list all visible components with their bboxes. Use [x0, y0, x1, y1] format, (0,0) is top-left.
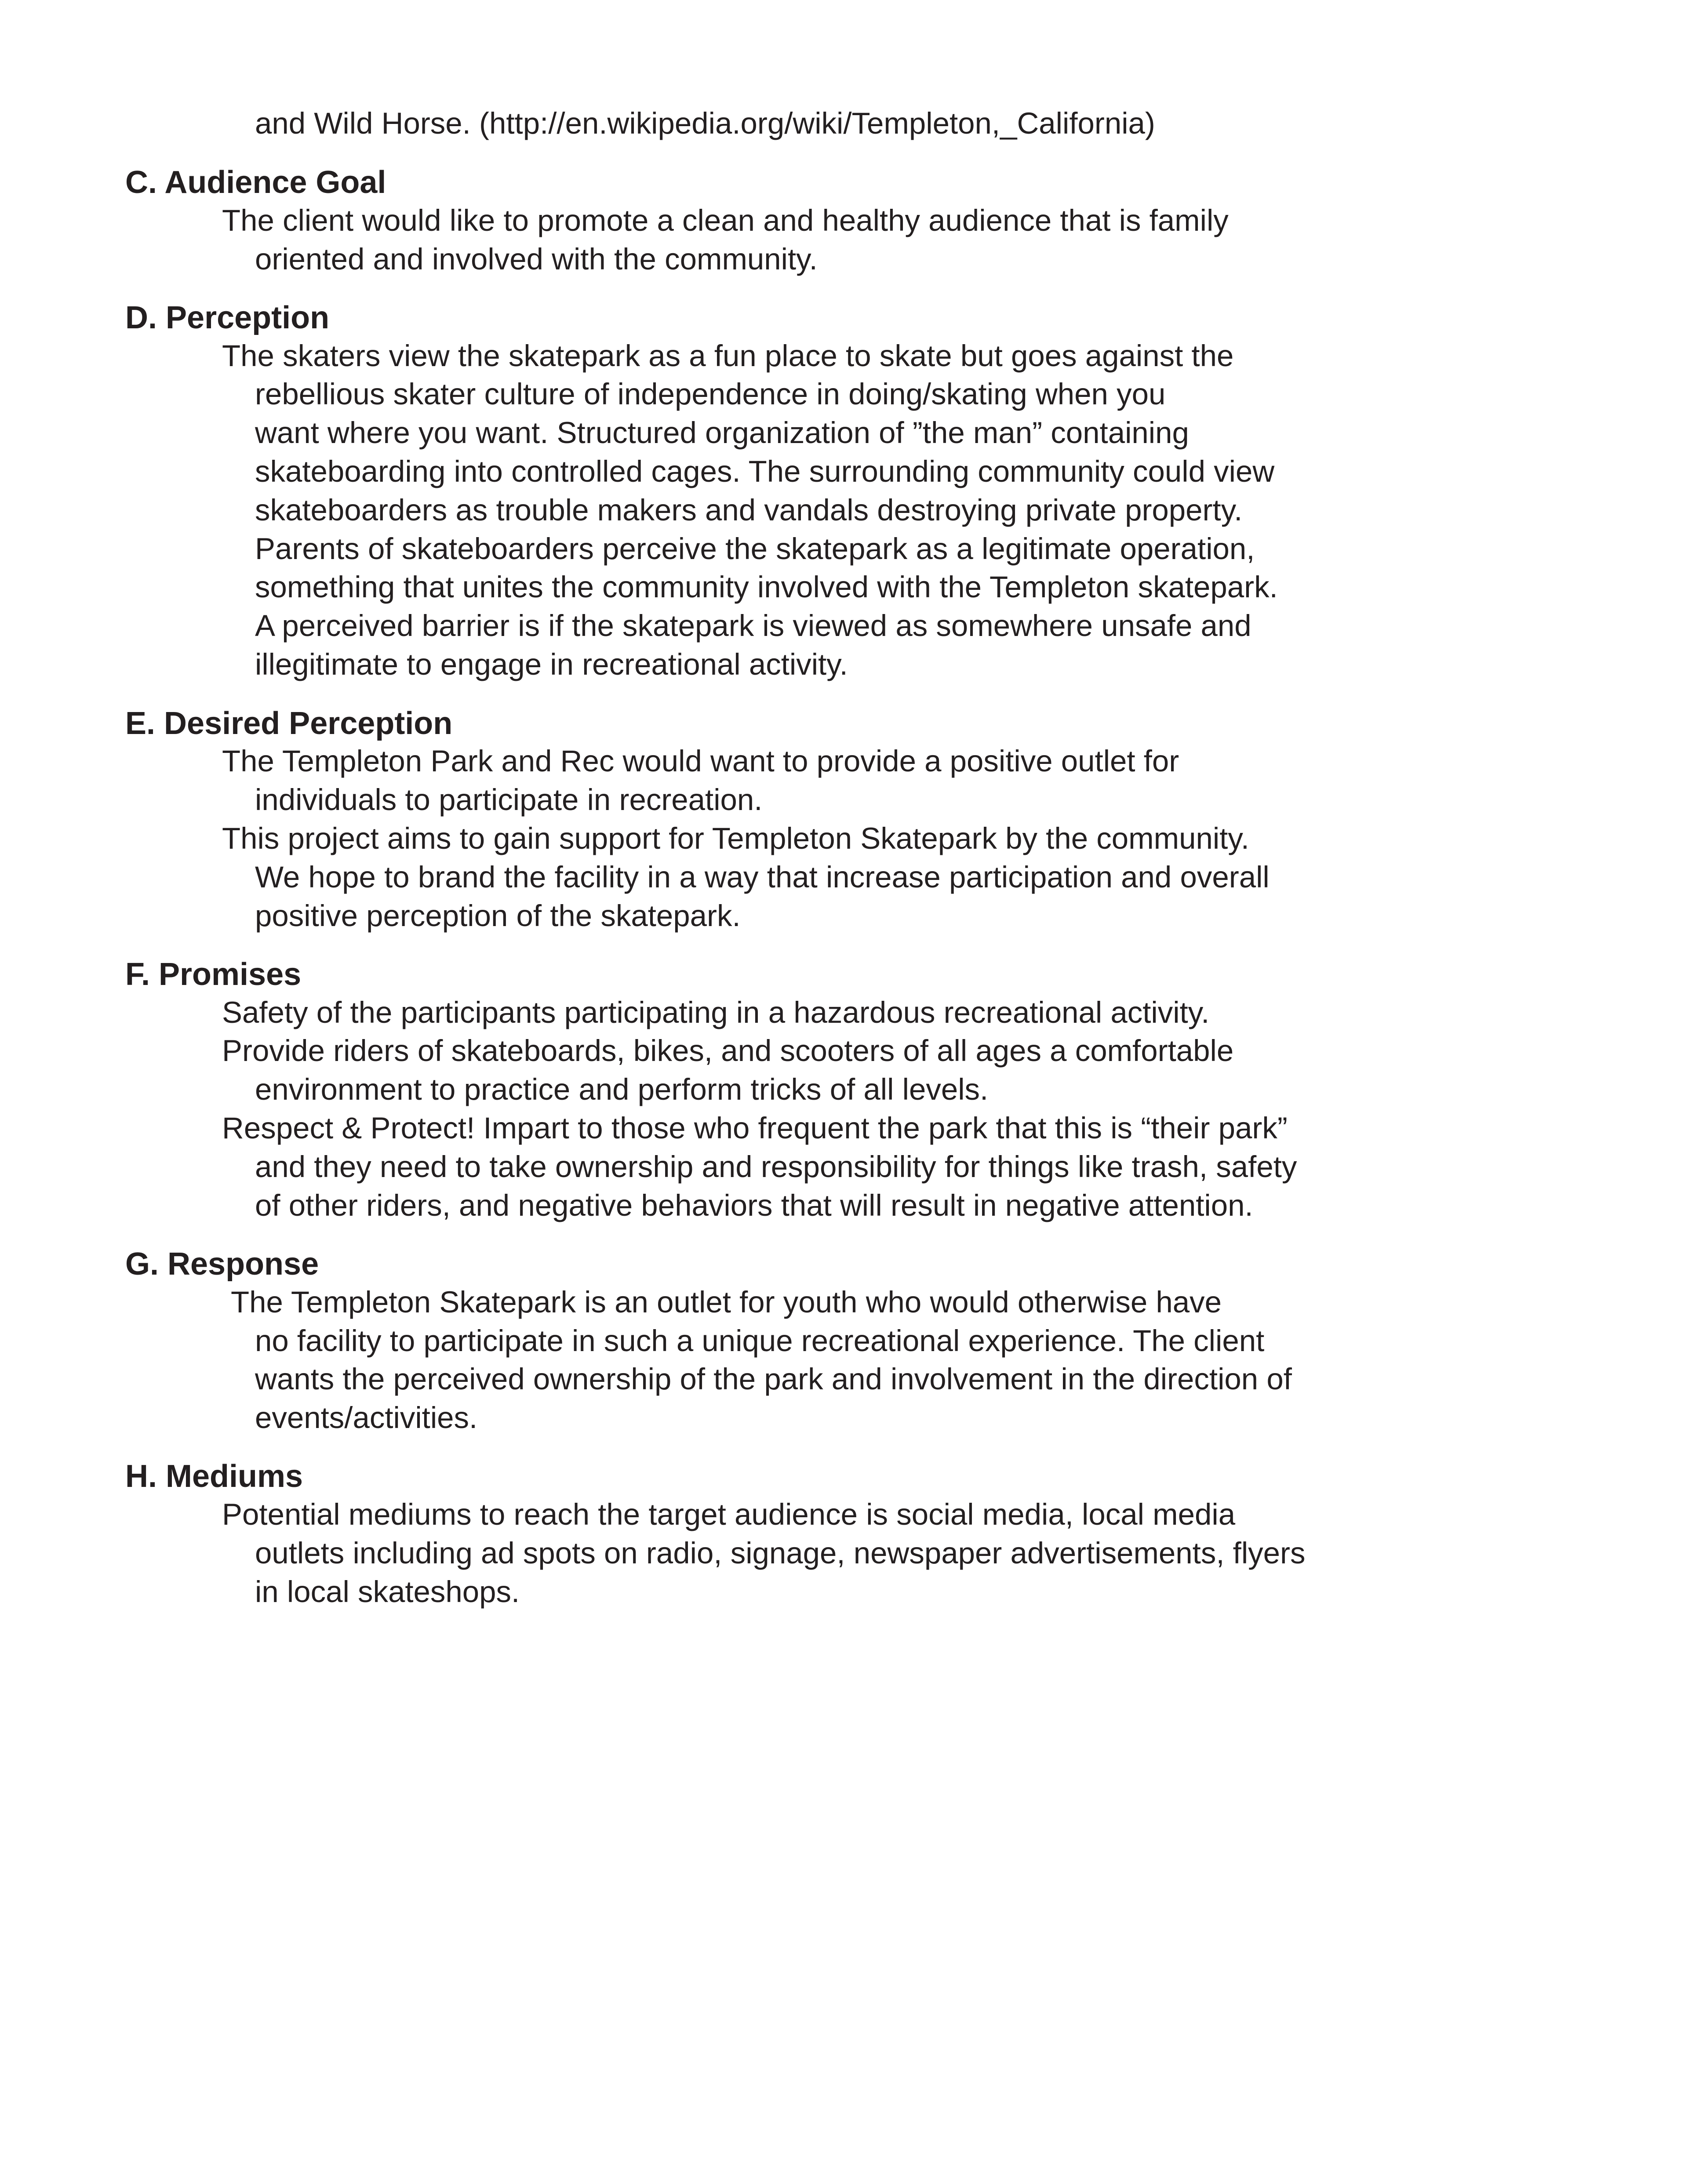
paragraph-line: skateboarders as trouble makers and vandals destroying private property. [255, 493, 1243, 527]
section-heading-promises: F. Promises [125, 957, 302, 992]
paragraph-line: environment to practice and perform tricks of all levels. [255, 1072, 989, 1106]
paragraph-line: Potential mediums to reach the target audience is social media, local media [222, 1497, 1236, 1531]
paragraph-line: Provide riders of skateboards, bikes, and scooters of all ages a comfortable [222, 1034, 1234, 1068]
paragraph-line: wants the perceived ownership of the park and involvement in the direction of [255, 1362, 1292, 1396]
section-heading-audience-goal: C. Audience Goal [125, 165, 386, 200]
paragraph-line: Parents of skateboarders perceive the skatepark as a legitimate operation, [255, 532, 1255, 566]
paragraph-line: The Templeton Skatepark is an outlet for youth who would otherwise have [231, 1285, 1222, 1319]
paragraph-line: in local skateshops. [255, 1575, 520, 1609]
paragraph-line: The Templeton Park and Rec would want to provide a positive outlet for [222, 744, 1179, 778]
paragraph-line: positive perception of the skatepark. [255, 899, 741, 933]
paragraph-line: want where you want. Structured organization of ”the man” containing [255, 416, 1189, 450]
paragraph-line: We hope to brand the facility in a way that increase participation and overall [255, 860, 1270, 894]
paragraph-line: Respect & Protect! Impart to those who frequent the park that this is “their park” [222, 1111, 1288, 1145]
paragraph-line: something that unites the community involved with the Templeton skatepark. [255, 570, 1278, 604]
section-heading-perception: D. Perception [125, 300, 330, 335]
section-heading-desired-perception: E. Desired Perception [125, 706, 453, 741]
paragraph-line: rebellious skater culture of independence in doing/skating when you [255, 377, 1166, 411]
paragraph-line: individuals to participate in recreation. [255, 783, 763, 817]
paragraph-line: This project aims to gain support for Templeton Skatepark by the community. [222, 821, 1249, 855]
paragraph-line: illegitimate to engage in recreational activity. [255, 647, 848, 681]
paragraph-line: Safety of the participants participating in a hazardous recreational activity. [222, 996, 1210, 1029]
paragraph-line: and they need to take ownership and responsibility for things like trash, safety [255, 1150, 1297, 1184]
paragraph-line: events/activities. [255, 1401, 478, 1435]
section-heading-mediums: H. Mediums [125, 1459, 303, 1494]
paragraph-line: no facility to participate in such a unique recreational experience. The client [255, 1324, 1265, 1358]
section-heading-response: G. Response [125, 1246, 319, 1282]
paragraph-line: outlets including ad spots on radio, signage, newspaper advertisements, flyers [255, 1536, 1306, 1570]
paragraph-line: of other riders, and negative behaviors that will result in negative attention. [255, 1188, 1253, 1222]
paragraph-line: oriented and involved with the community. [255, 242, 818, 276]
paragraph-line: A perceived barrier is if the skatepark is viewed as somewhere unsafe and [255, 609, 1251, 643]
paragraph-line: skateboarding into controlled cages. The surrounding community could view [255, 454, 1275, 488]
paragraph-line: The skaters view the skatepark as a fun place to skate but goes against the [222, 339, 1234, 373]
intro-line: and Wild Horse. (http://en.wikipedia.org/wiki/Templeton,_California) [255, 106, 1155, 140]
paragraph-line: The client would like to promote a clean and healthy audience that is family [222, 204, 1229, 237]
